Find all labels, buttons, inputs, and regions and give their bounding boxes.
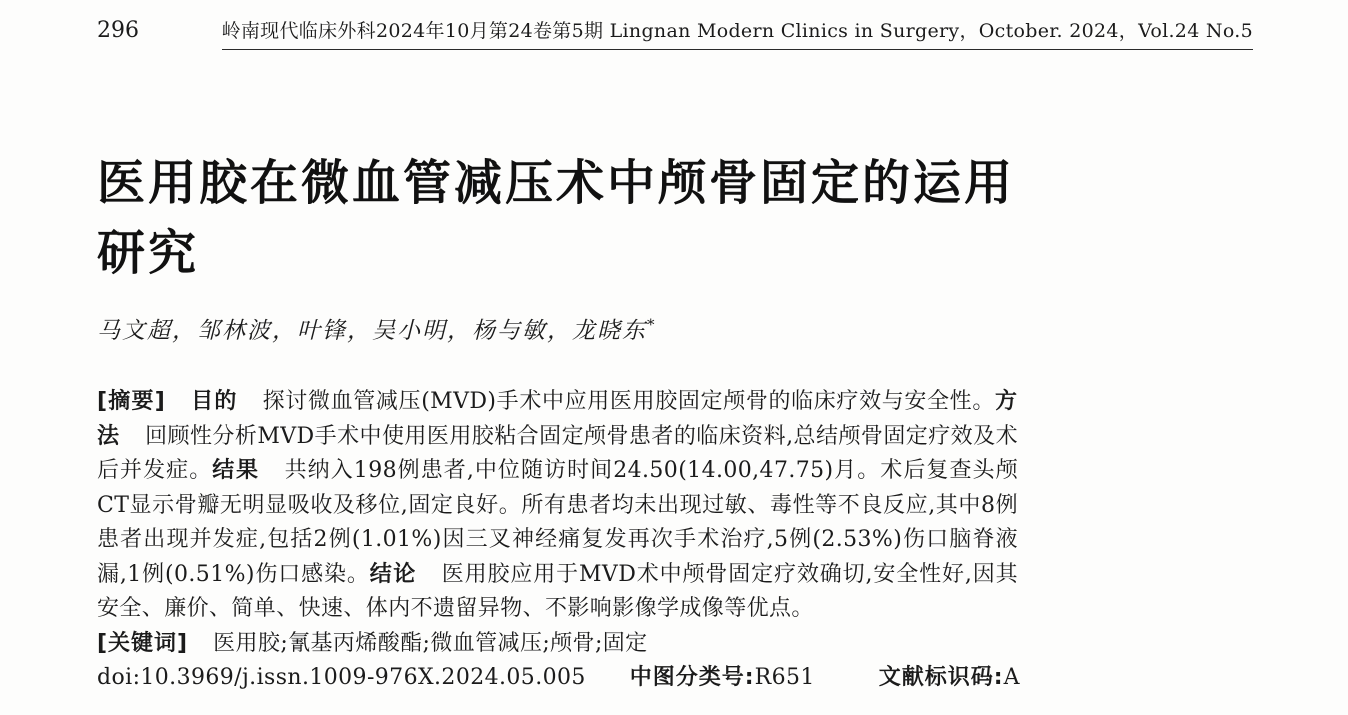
- author-list: [97, 312, 1040, 345]
- clc-group: [630, 665, 815, 690]
- abstract-results-text: 共纳入198例患者,中位随访时间24.50(14.00,47.75)月。术后复查头颅CT显示骨瓣无明显吸收及移位,固定良好。所有患者均未出现过敏、毒性等不良反应,其中8例患者出现并发症,包括2例(1.01%)因三叉神经痛复发再次手术治疗,5例(2.53%)伤口脑脊液漏,1例(0.51%)伤口感染。: [97, 458, 1018, 587]
- article-title: [97, 148, 1040, 288]
- journal-header-line: 岭南现代临床外科2024年10月第24卷第5期 Lingnan Modern Clinics in Surgery，October. 2024，Vol.24 No.5: [222, 16, 1253, 50]
- abstract-objective-text: 探讨微血管减压(MVD)手术中应用医用胶固定颅骨的临床疗效与安全性。: [262, 389, 995, 414]
- article-title-line-2: 研究: [97, 225, 200, 281]
- article-title-line-1: 医用胶在微血管减压术中颅骨固定的运用: [97, 155, 1016, 211]
- doc-code-value: A: [1003, 665, 1020, 690]
- page-number: 296: [97, 18, 139, 43]
- meta-line: [97, 661, 1137, 696]
- author-names: 马文超，邹林波，叶锋，吴小明，杨与敏，龙晓东: [97, 318, 647, 344]
- keywords-line: [97, 627, 1137, 662]
- article-content: [0, 148, 1040, 696]
- abstract-objective-heading: 目的: [190, 389, 238, 414]
- keywords-text: 医用胶;氰基丙烯酸酯;微血管减压;颅骨;固定: [213, 630, 648, 656]
- doc-code-group: [879, 665, 1020, 690]
- running-head: [0, 0, 1348, 50]
- abstract-label: [摘要]: [97, 389, 166, 414]
- abstract-results-heading: 结果: [212, 458, 260, 483]
- doi-text: doi:10.3969/j.issn.1009-976X.2024.05.005: [97, 665, 586, 690]
- keywords-label: [关键词]: [97, 630, 189, 656]
- abstract-methods-heading: 方法: [97, 389, 1018, 449]
- abstract-conclusion-heading: 结论: [369, 561, 417, 587]
- clc-value: R651: [754, 665, 815, 690]
- clc-label: 中图分类号:: [629, 665, 755, 690]
- abstract-paragraph: [97, 385, 1018, 627]
- corresponding-author-marker: *: [647, 315, 655, 334]
- abstract-methods-text: 回顾性分析MVD手术中使用医用胶粘合固定颅骨患者的临床资料,总结颅骨固定疗效及术后并发症。: [97, 423, 1018, 483]
- doc-code-label: 文献标识码:: [878, 665, 1004, 690]
- abstract-conclusion-text: 医用胶应用于MVD术中颅骨固定疗效确切,安全性好,因其安全、廉价、简单、快速、体内不遗留异物、不影响影像学成像等优点。: [97, 561, 1019, 621]
